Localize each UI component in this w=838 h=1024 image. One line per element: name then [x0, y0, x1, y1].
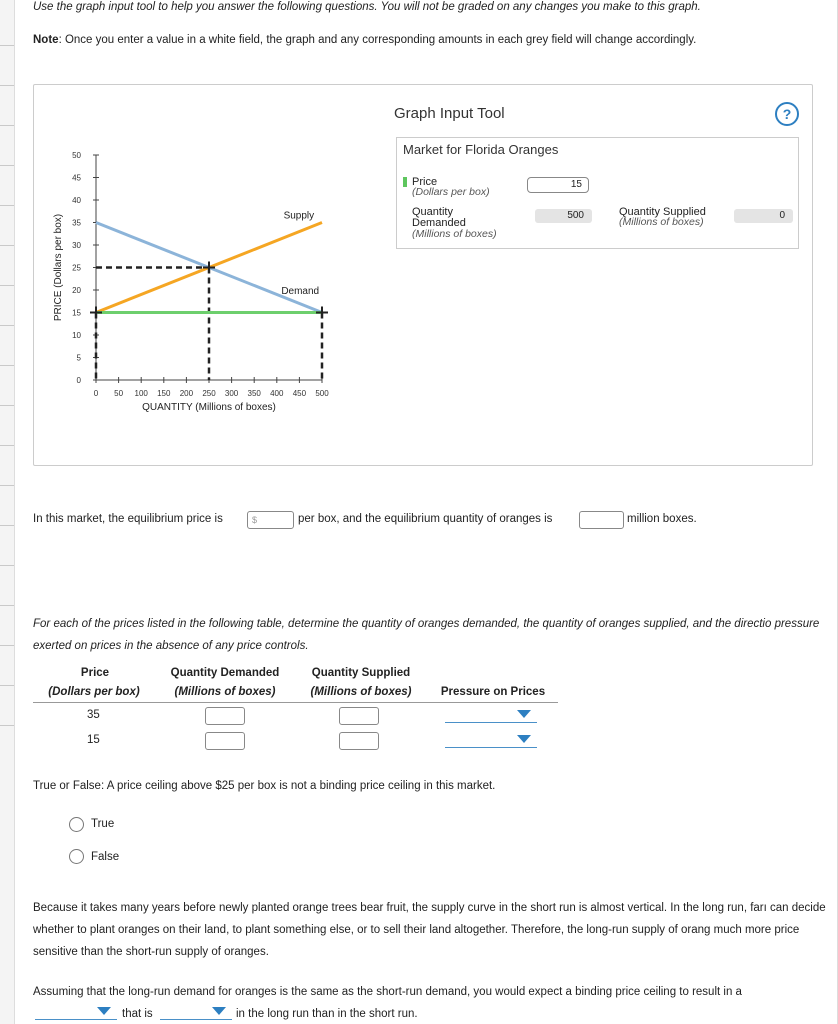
row1-pressure-dropdown[interactable]: [445, 708, 537, 723]
left-sidebar: [0, 0, 15, 1024]
that-is-text: that is: [122, 1008, 153, 1020]
header-quantity-demanded: Quantity Demanded: [170, 667, 280, 679]
row1-qs-input[interactable]: [339, 707, 379, 725]
x-tick-label: 300: [224, 389, 239, 398]
quantity-supplied-unit: (Millions of boxes): [619, 216, 704, 228]
price-input[interactable]: 15: [527, 177, 589, 193]
x-tick-label: 450: [292, 389, 307, 398]
quantity-supplied-label: Quantity Supplied: [619, 206, 706, 218]
radio-false-label: False: [91, 851, 120, 863]
y-tick-label: 50: [72, 151, 81, 160]
equilibrium-text-1: In this market, the equilibrium price is: [33, 513, 223, 525]
header-pressure: Pressure on Prices: [440, 686, 546, 698]
supply-demand-chart: [33, 84, 393, 464]
quantity-demanded-label-1: Quantity: [412, 206, 453, 218]
y-tick-label: 0: [76, 376, 81, 385]
price-color-swatch: [403, 177, 407, 187]
x-tick-label: 0: [93, 389, 99, 398]
y-tick-label: 20: [72, 286, 81, 295]
quantity-supplied-value: 0: [734, 209, 793, 223]
y-tick-label: 30: [72, 241, 81, 250]
chevron-down-icon: [212, 1007, 226, 1015]
result-dropdown-2[interactable]: [160, 1005, 232, 1020]
x-tick-label: 250: [202, 389, 216, 398]
equilibrium-price-input[interactable]: $: [247, 511, 294, 529]
x-tick-label: 150: [157, 389, 171, 398]
x-tick-label: 50: [114, 389, 124, 398]
header-qd-unit: (Millions of boxes): [174, 686, 276, 698]
row2-qd-input[interactable]: [205, 732, 245, 750]
graph-input-tool-title: Graph Input Tool: [394, 105, 505, 122]
chevron-down-icon: [517, 710, 531, 718]
note-label: Note: [33, 34, 59, 46]
price-unit: (Dollars per box): [412, 186, 490, 198]
assuming-text: Assuming that the long-run demand for oranges is the same as the short-run demand, you would expect a binding price ceiling to result in a: [33, 986, 742, 998]
header-quantity-supplied: Quantity Supplied: [311, 667, 411, 679]
row-price-15: 15: [87, 734, 100, 746]
note-text: [33, 34, 696, 46]
equilibrium-text-2: per box, and the equilibrium quantity of oranges is: [298, 513, 553, 525]
equilibrium-text-3: million boxes.: [627, 513, 697, 525]
y-axis-label: PRICE (Dollars per box): [53, 213, 64, 322]
y-tick-label: 10: [72, 331, 81, 340]
radio-true[interactable]: [69, 817, 84, 832]
quantity-demanded-unit: (Millions of boxes): [412, 228, 497, 240]
instructions-text: Use the graph input tool to help you answer the following questions. You will not be graded on any changes you make to this graph.: [33, 1, 701, 13]
assuming-tail-text: in the long run than in the short run.: [236, 1008, 418, 1020]
price-label: Price: [412, 176, 438, 188]
long-run-text: Because it takes many years before newly planted orange trees bear fruit, the supply curve in the short run is almost vertical. In the long run, farı can decide whether to plant oranges on their land, to plant something else, or to sell their land altogether. Therefore, the long-run supply of orang much more price sensitive than the short-run supply of oranges.: [33, 902, 826, 958]
y-tick-label: 35: [72, 218, 81, 228]
equilibrium-quantity-input[interactable]: [579, 511, 624, 529]
row-price-35: 35: [87, 709, 100, 721]
x-tick-label: 200: [179, 389, 194, 398]
row2-pressure-dropdown[interactable]: [445, 733, 537, 748]
y-tick-label: 45: [72, 173, 81, 183]
header-price: Price: [80, 667, 110, 679]
true-false-question: True or False: A price ceiling above $25 per box is not a binding price ceiling in this market.: [33, 780, 496, 792]
x-tick-label: 100: [134, 389, 148, 398]
chevron-down-icon: [517, 735, 531, 743]
x-axis-label: QUANTITY (Millions of boxes): [142, 402, 276, 413]
supply-annotation: Supply: [283, 210, 315, 222]
result-dropdown-1[interactable]: [35, 1005, 117, 1020]
help-icon[interactable]: ?: [775, 102, 799, 126]
note-body: : Once you enter a value in a white field, the graph and any corresponding amounts in each grey field will change accordingly.: [58, 34, 697, 46]
chevron-down-icon: [97, 1007, 111, 1015]
market-title: Market for Florida Oranges: [403, 142, 559, 157]
radio-true-label: True: [91, 818, 115, 830]
y-tick-label: 25: [72, 263, 81, 273]
x-tick-label: 350: [247, 389, 261, 398]
radio-false[interactable]: [69, 849, 84, 864]
row2-qs-input[interactable]: [339, 732, 379, 750]
table-header-divider: [33, 702, 558, 703]
quantity-demanded-value: 500: [535, 209, 592, 223]
x-tick-label: 500: [315, 389, 329, 398]
header-price-unit: (Dollars per box): [48, 686, 140, 698]
y-tick-label: 5: [76, 353, 81, 363]
x-tick-label: 400: [270, 389, 284, 398]
quantity-demanded-label-2: Demanded: [412, 217, 466, 229]
y-tick-label: 40: [72, 196, 81, 205]
row1-qd-input[interactable]: [205, 707, 245, 725]
y-tick-label: 15: [72, 308, 81, 318]
table-intro-text: For each of the prices listed in the following table, determine the quantity of oranges demanded, the quantity of oranges supplied, and the directio pressure exerted on prices in the absence of any price controls.: [33, 618, 820, 652]
demand-annotation: Demand: [281, 286, 320, 297]
header-qs-unit: (Millions of boxes): [310, 686, 412, 698]
